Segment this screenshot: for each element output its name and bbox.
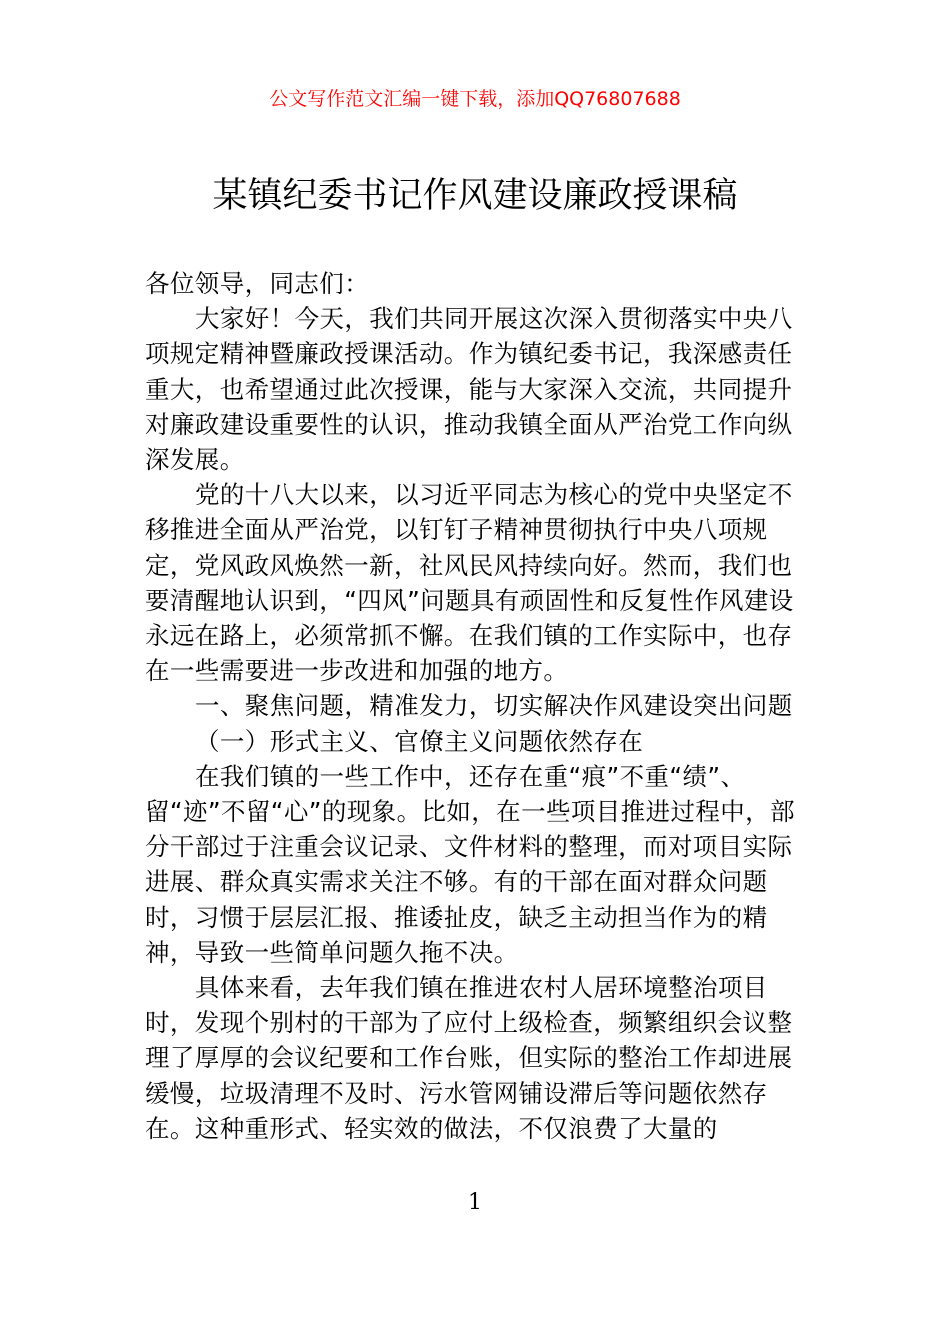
body-paragraph: 在我们镇的一些工作中，还存在重“痕”不重“绩”、留“迹”不留“心”的现象。比如，在一些项目推进过程中，部分干部过于注重会议记录、文件材料的整理，而对项目实际进展、群众真实需求关注不够。有的干部在面对群众问题时，习惯于层层汇报、推诿扯皮，缺乏主动担当作为的精神，导致一些简单问题久拖不决。 xyxy=(145,761,795,967)
document-title: 某镇纪委书记作风建设廉政授课稿 xyxy=(212,176,738,216)
section-heading: 一、聚焦问题，精准发力，切实解决作风建设突出问题 xyxy=(195,691,793,721)
subsection-heading: （一）形式主义、官僚主义问题依然存在 xyxy=(195,726,644,756)
body-paragraph: 大家好！今天，我们共同开展这次深入贯彻落实中央八项规定精神暨廉政授课活动。作为镇纪委书记，我深感责任重大，也希望通过此次授课，能与大家深入交流，共同提升对廉政建设重要性的认识，推动我镇全面从严治党工作向纵深发展。 xyxy=(145,304,793,475)
salutation: 各位领导，同志们： xyxy=(145,269,370,298)
page-number: 1 xyxy=(468,1190,482,1215)
body-paragraph: 党的十八大以来，以习近平同志为核心的党中央坚定不移推进全面从严治党，以钉钉子精神贯彻执行中央八项规定，党风政风焕然一新，社风民风持续向好。然而，我们也要清醒地认识到，“四风”问题具有顽固性和反复性作风建设永远在路上，必须常抓不懈。在我们镇的工作实际中，也存在一些需要进一步改进和加强的地方。 xyxy=(145,480,794,686)
body-paragraph: 具体来看，去年我们镇在推进农村人居环境整治项目时，发现个别村的干部为了应付上级检查，频繁组织会议整理了厚厚的会议纪要和工作台账，但实际的整治工作却进展缓慢，垃圾清理不及时、污水管网铺设滞后等问题依然存在。这种重形式、轻实效的做法，不仅浪费了大量的 xyxy=(145,973,793,1143)
document-body xyxy=(145,266,810,1146)
promo-header-note: 公文写作范文汇编一键下载，添加QQ76807688 xyxy=(269,88,681,110)
